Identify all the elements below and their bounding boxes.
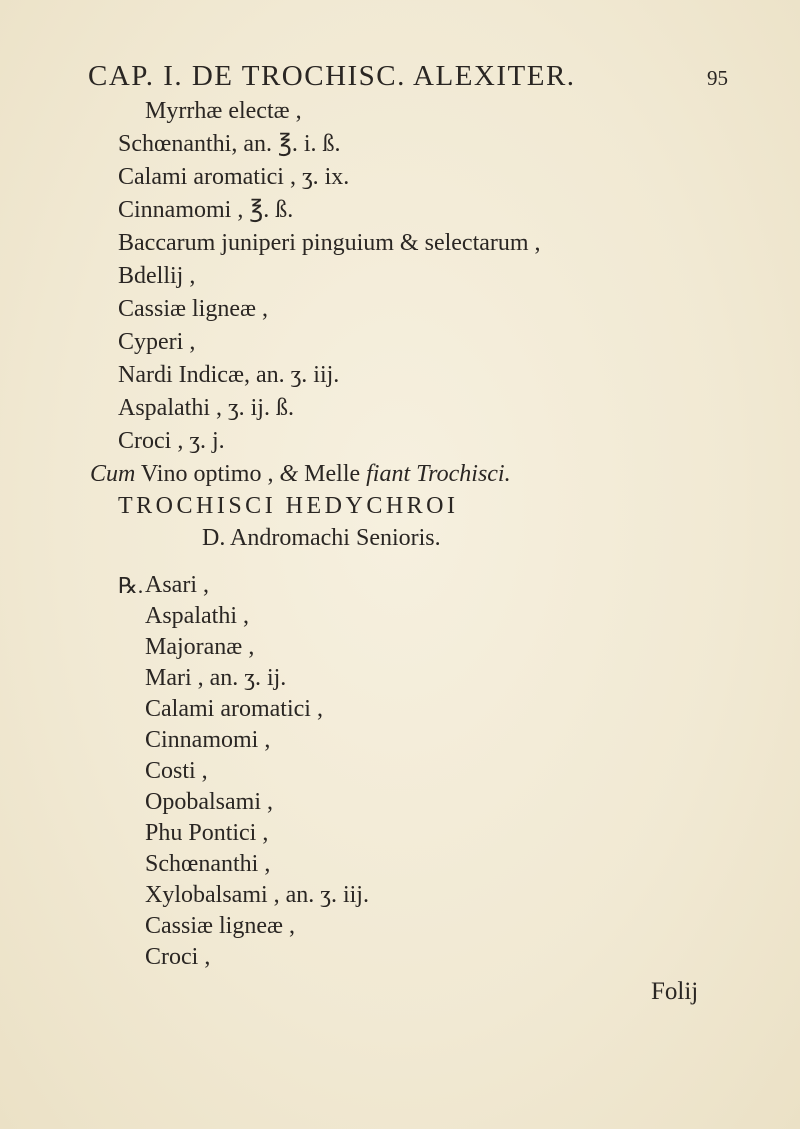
page-number: 95 [707, 66, 728, 90]
ingredient-line: Cinnamomi , ℥. ß. [118, 197, 294, 223]
ingredient-line: Nardi Indicæ, an. ʒ. iij. [118, 362, 340, 388]
ingredient-line: Schœnanthi , [145, 851, 271, 877]
ingredient-line: Croci , ʒ. j. [118, 428, 225, 454]
running-header [88, 60, 728, 100]
ingredient-line: Bdellij , [118, 263, 196, 289]
ingredient-line: Xylobalsami , an. ʒ. iij. [145, 882, 369, 908]
ingredient-line: Majoranæ , [145, 634, 255, 660]
ingredient-line: Croci , [145, 944, 211, 970]
section-subtitle: D. Andromachi Senioris. [202, 525, 441, 551]
ingredient-line: Calami aromatici , ʒ. ix. [118, 164, 350, 190]
ingredient-line: Aspalathi , ʒ. ij. ß. [118, 395, 294, 421]
catchword: Folij [651, 978, 699, 1005]
header-title: CAP. I. DE TROCHISC. ALEXITER. [88, 60, 576, 92]
ingredient-line: Costi , [145, 758, 208, 784]
ingredient-line: Phu Pontici , [145, 820, 269, 846]
ingredient-line: Baccarum juniperi pinguium & selectarum , [118, 230, 541, 256]
instruction-vino: Vino optimo , [135, 461, 280, 487]
ingredient-line: Cassiæ ligneæ , [145, 913, 296, 939]
ingredient-line: Myrrhæ electæ , [145, 98, 302, 124]
instruction-fiant: fiant Trochisci. [366, 461, 511, 487]
ingredient-line: Calami aromatici , [145, 696, 323, 722]
section-title: TROCHISCI HEDYCHROI [118, 493, 459, 519]
ingredient-line: Schœnanthi, an. ℥. i. ß. [118, 131, 341, 157]
ingredient-line: Aspalathi , [145, 603, 249, 629]
instruction-melle: Melle [298, 461, 367, 487]
ingredient-line: Cassiæ ligneæ , [118, 296, 269, 322]
ingredient-line: Mari , an. ʒ. ij. [145, 665, 287, 691]
instruction-ampersand: & [279, 461, 299, 487]
ingredient-line: Cyperi , [118, 329, 196, 355]
ingredient-line: Opobalsami , [145, 789, 273, 815]
instruction-cum: Cum [90, 461, 136, 487]
preparation-instruction [90, 459, 511, 489]
ingredient-line: Asari , [145, 572, 209, 598]
recipe-symbol: ℞. [118, 573, 144, 598]
ingredient-line: Cinnamomi , [145, 727, 271, 753]
